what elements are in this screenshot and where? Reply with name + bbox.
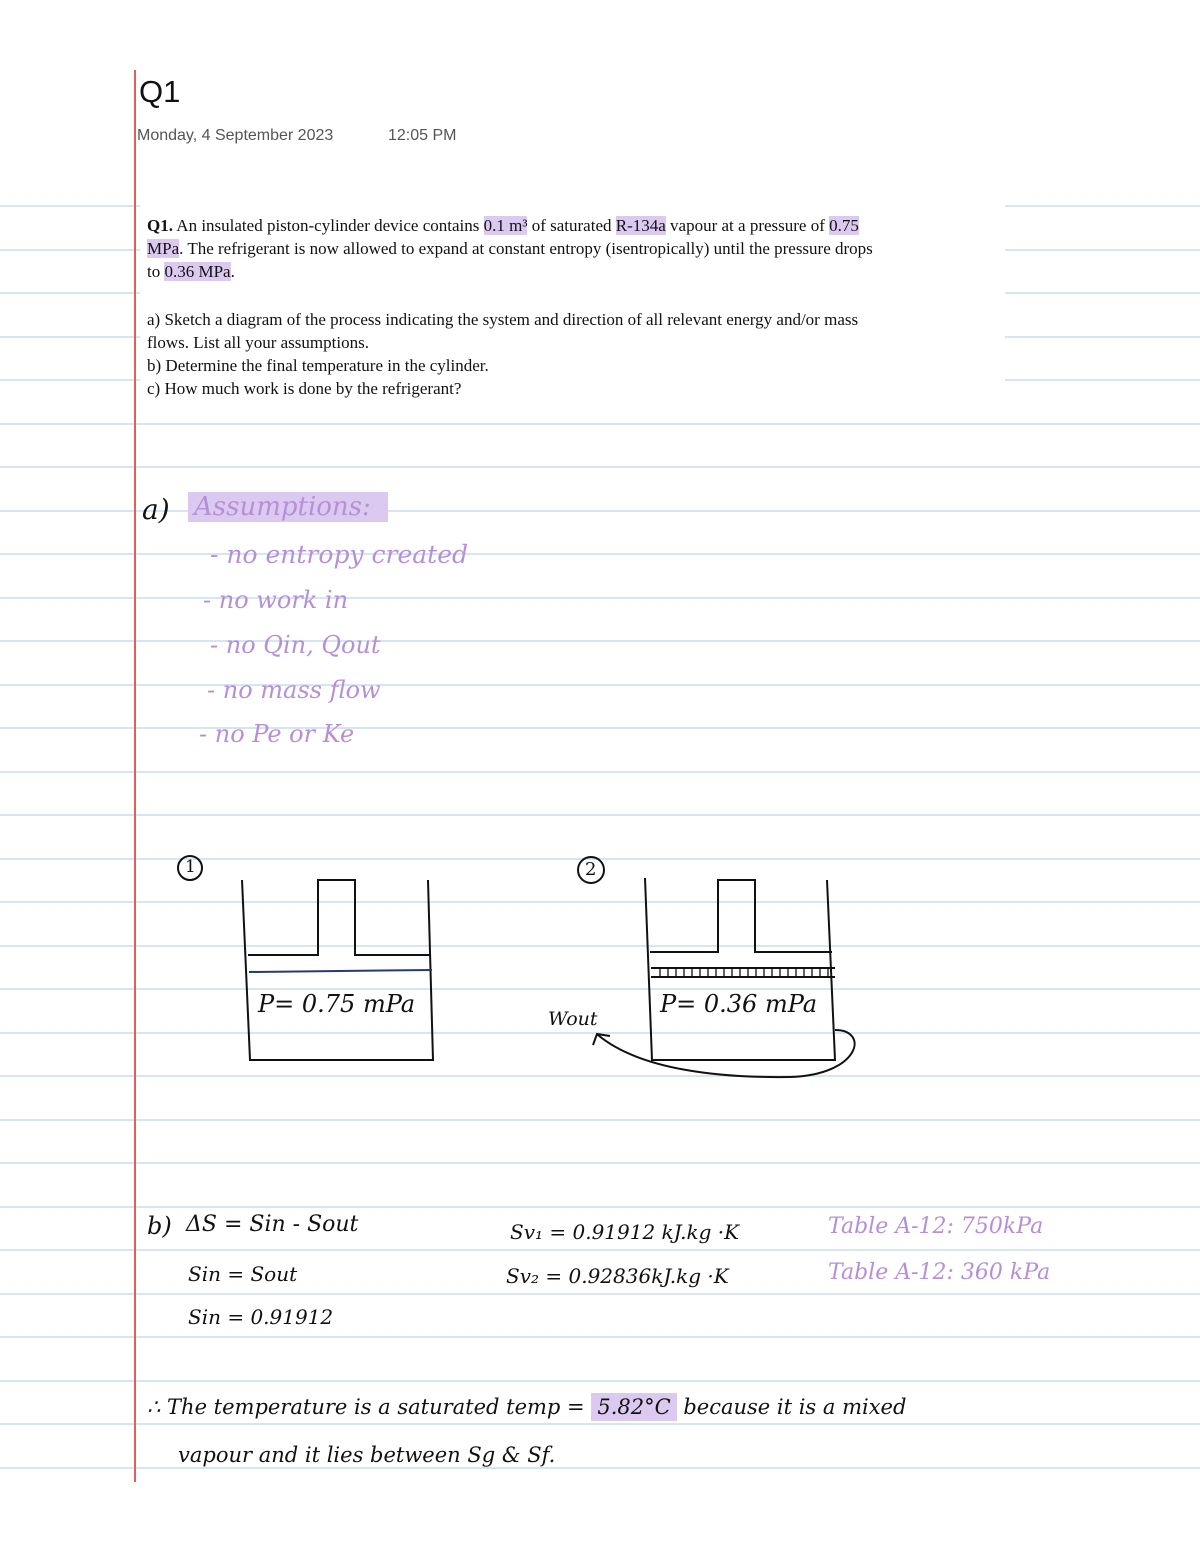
conclusion-text-1a: ∴ The temperature is a saturated temp =	[147, 1395, 592, 1419]
question-text-5: to	[147, 262, 165, 281]
page-time: 12:05 PM	[388, 127, 457, 144]
question-part-line: c) How much work is done by the refrigerant?	[147, 379, 462, 398]
question-text-4: . The refrigerant is now allowed to expand at constant entropy (isentropically) until the pressure drops	[179, 239, 873, 258]
question-part-line: flows. List all your assumptions.	[147, 333, 369, 352]
entropy-equality-eq: Sin = Sout	[188, 1262, 298, 1286]
question-part-line: b) Determine the final temperature in the cylinder.	[147, 356, 489, 375]
question-text-6: .	[230, 262, 235, 281]
assumption-item: - no Pe or Ke	[199, 720, 355, 748]
part-b-marker: b)	[147, 1212, 172, 1240]
conclusion-text-1b: because it is a mixed	[676, 1395, 907, 1419]
piston-2-hatching	[660, 968, 828, 977]
question-label: Q1.	[147, 216, 173, 235]
highlight-pressure-2: 0.36 MPa	[164, 262, 231, 281]
work-out-arrowhead	[593, 1034, 610, 1045]
final-temperature-highlight: 5.82°C	[591, 1393, 676, 1421]
conclusion-line-2: vapour and it lies between Sg & Sf.	[178, 1443, 556, 1467]
assumptions-heading: Assumptions:	[188, 492, 388, 522]
sv1-value: Sv₁ = 0.91912 kJ.kg ·K	[510, 1220, 740, 1244]
conclusion-line-1	[147, 1395, 906, 1419]
question-part-line: a) Sketch a diagram of the process indicating the system and direction of all relevant energy and/or mass	[147, 310, 859, 329]
piston-1-face	[249, 970, 432, 972]
question-text-1: An insulated piston-cylinder device contains	[172, 216, 484, 235]
state-1-number: 1	[185, 857, 196, 877]
assumption-item: - no Qin, Qout	[210, 631, 381, 659]
state-2-number: 2	[585, 859, 597, 880]
assumption-item: - no mass flow	[207, 676, 381, 704]
entropy-value-eq: Sin = 0.91912	[188, 1305, 334, 1329]
table-ref-2: Table A-12: 360 kPa	[828, 1260, 1051, 1285]
highlight-volume: 0.1 m³	[483, 216, 528, 235]
highlight-refrigerant: R-134a	[615, 216, 666, 235]
state-2-pressure: P= 0.36 mPa	[660, 990, 818, 1018]
entropy-balance-eq: ΔS = Sin - Sout	[186, 1212, 359, 1237]
piston-2-face	[651, 968, 835, 977]
highlight-pressure-1a: 0.75	[829, 216, 859, 235]
table-ref-1: Table A-12: 750kPa	[828, 1214, 1044, 1239]
question-text-2: of saturated	[527, 216, 616, 235]
part-a-marker: a)	[142, 493, 170, 526]
piston-1-rod	[248, 880, 430, 955]
assumption-item: - no entropy created	[210, 540, 469, 569]
work-out-label: Wout	[548, 1008, 598, 1030]
page-date: Monday, 4 September 2023	[137, 127, 334, 144]
highlight-pressure-1b: MPa	[147, 239, 180, 258]
state-1-pressure: P= 0.75 mPa	[258, 990, 416, 1018]
piston-2-rod	[650, 880, 832, 952]
work-out-arrow	[598, 1030, 855, 1077]
page-title: Q1	[139, 74, 181, 109]
sv2-value: Sv₂ = 0.92836kJ.kg ·K	[506, 1264, 729, 1288]
assumption-item: - no work in	[203, 586, 349, 614]
question-text-3: vapour at a pressure of	[665, 216, 830, 235]
